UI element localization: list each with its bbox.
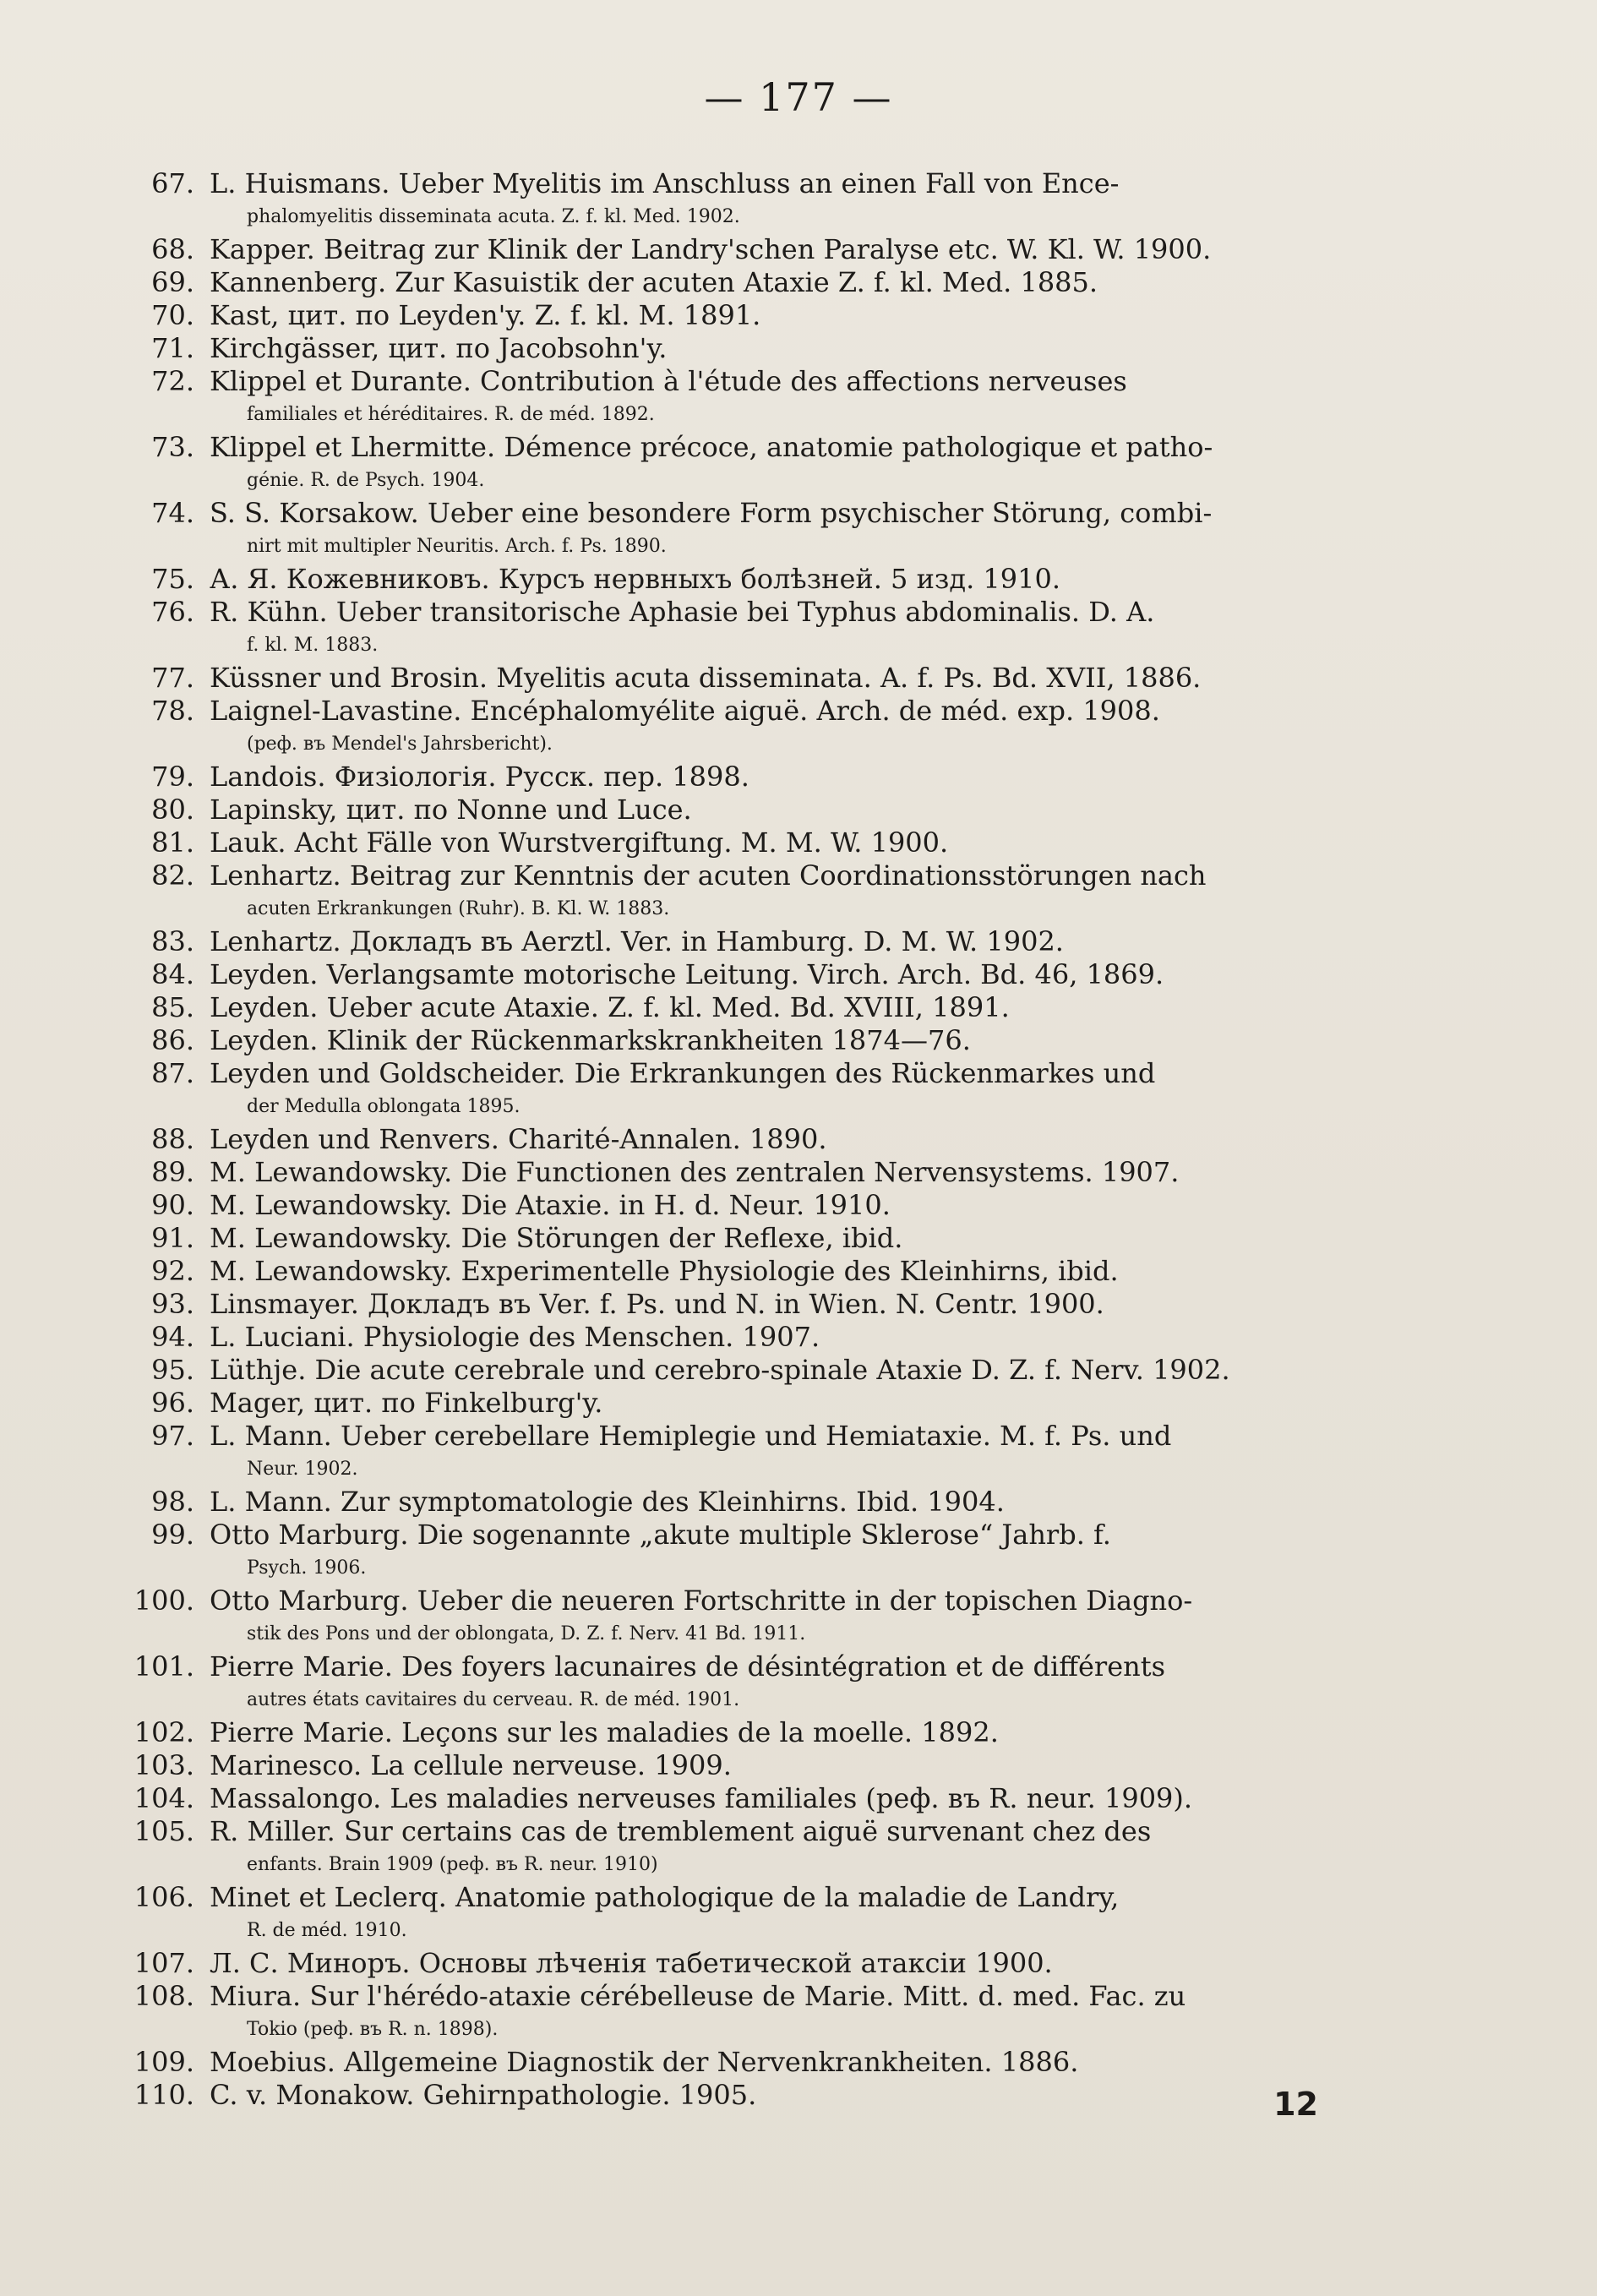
reference-line: Küssner und Brosin. Myelitis acuta disseminata. A. f. Ps. Bd. XVII, 1886.: [210, 662, 1202, 694]
reference-entry: [127, 497, 1394, 563]
reference-line: familiales et héréditaires. R. de méd. 1892.: [247, 404, 655, 425]
reference-line: M. Lewandowsky. Die Functionen des zentralen Nervensystems. 1907.: [210, 1156, 1180, 1188]
reference-number: 108.: [134, 1980, 194, 2012]
reference-entry: [127, 1189, 1394, 1222]
reference-entry: [127, 431, 1394, 497]
reference-line: M. Lewandowsky. Die Störungen der Reflexe, ibid.: [210, 1222, 903, 1254]
reference-number: 99.: [151, 1519, 194, 1551]
reference-entry: [127, 1782, 1394, 1815]
reference-line: А. Я. Кожевниковъ. Курсъ нервныхъ болѣзней. 5 изд. 1910.: [210, 563, 1061, 595]
reference-text: [210, 1881, 1394, 1947]
reference-text: [210, 1782, 1394, 1815]
reference-entry: [127, 1321, 1394, 1354]
reference-line: Klippel et Lhermitte. Démence précoce, anatomie pathologique et patho-: [210, 431, 1213, 463]
reference-number: 67.: [151, 167, 194, 199]
reference-line: R. de méd. 1910.: [247, 1920, 407, 1941]
reference-text: [210, 826, 1394, 859]
reference-line: Leyden. Ueber acute Ataxie. Z. f. kl. Med. Bd. XVIII, 1891.: [210, 991, 1010, 1023]
reference-text: [210, 1288, 1394, 1321]
reference-line: Tokio (реф. въ R. n. 1898).: [247, 2019, 499, 2040]
reference-number: 81.: [151, 826, 194, 859]
reference-text: [210, 1123, 1394, 1156]
sheet-signature-number: 12: [1273, 2086, 1318, 2123]
reference-entry: [127, 794, 1394, 826]
reference-entry: [127, 958, 1394, 991]
reference-line: Pierre Marie. Leçons sur les maladies de la moelle. 1892.: [210, 1716, 999, 1748]
reference-text: [210, 1486, 1394, 1519]
reference-text: [210, 1057, 1394, 1123]
reference-line: Klippel et Durante. Contribution à l'étude des affections nerveuses: [210, 365, 1127, 397]
reference-text: [210, 958, 1394, 991]
reference-number: 87.: [151, 1057, 194, 1089]
reference-entry: [127, 1156, 1394, 1189]
reference-number: 95.: [151, 1354, 194, 1386]
reference-number: 103.: [134, 1749, 194, 1781]
reference-number: 89.: [151, 1156, 194, 1188]
reference-line: Moebius. Allgemeine Diagnostik der Nervenkrankheiten. 1886.: [210, 2046, 1079, 2078]
reference-number: 83.: [151, 925, 194, 957]
reference-text: [210, 1321, 1394, 1354]
reference-line: nirt mit multipler Neuritis. Arch. f. Ps. 1890.: [247, 536, 667, 557]
reference-text: [210, 563, 1394, 596]
reference-entry: [127, 1650, 1394, 1716]
reference-text: [210, 1255, 1394, 1288]
reference-entry: [127, 1387, 1394, 1420]
reference-text: [210, 761, 1394, 794]
reference-entry: [127, 2046, 1394, 2079]
reference-text: [210, 1156, 1394, 1189]
reference-line: Landois. Физіологія. Русск. пер. 1898.: [210, 761, 749, 793]
reference-line: Neur. 1902.: [247, 1459, 358, 1480]
reference-number: 92.: [151, 1255, 194, 1287]
reference-number: 106.: [134, 1881, 194, 1913]
reference-line: Lenhartz. Beitrag zur Kenntnis der acuten Coordinationsstörungen nach: [210, 859, 1207, 892]
reference-entry: [127, 925, 1394, 958]
reference-line: Mager, цит. по Finkelburg'y.: [210, 1387, 603, 1419]
reference-number: 79.: [151, 761, 194, 793]
reference-entry: [127, 299, 1394, 332]
reference-entry: [127, 266, 1394, 299]
reference-text: [210, 859, 1394, 925]
reference-text: [210, 1024, 1394, 1057]
reference-text: [210, 1222, 1394, 1255]
reference-text: [210, 695, 1394, 761]
reference-number: 86.: [151, 1024, 194, 1056]
reference-number: 105.: [134, 1815, 194, 1847]
reference-text: [210, 2046, 1394, 2079]
reference-text: [210, 1650, 1394, 1716]
reference-entry: [127, 167, 1394, 233]
reference-number: 72.: [151, 365, 194, 397]
reference-number: 68.: [151, 233, 194, 265]
reference-text: [210, 332, 1394, 365]
reference-line: Otto Marburg. Die sogenannte „akute multiple Sklerose“ Jahrb. f.: [210, 1519, 1111, 1551]
reference-number: 71.: [151, 332, 194, 364]
reference-line: Minet et Leclerq. Anatomie pathologique de la maladie de Landry,: [210, 1881, 1120, 1913]
reference-entry: [127, 365, 1394, 431]
reference-text: [210, 596, 1394, 662]
reference-number: 73.: [151, 431, 194, 463]
reference-line: R. Miller. Sur certains cas de tremblement aiguë survenant chez des: [210, 1815, 1152, 1847]
reference-text: [210, 365, 1394, 431]
reference-line: Laignel-Lavastine. Encéphalomyélite aiguë. Arch. de méd. exp. 1908.: [210, 695, 1160, 727]
reference-text: [210, 794, 1394, 826]
reference-line: génie. R. de Psych. 1904.: [247, 470, 485, 491]
reference-entry: [127, 1947, 1394, 1980]
reference-entry: [127, 1255, 1394, 1288]
reference-text: [210, 1980, 1394, 2046]
reference-text: [210, 1519, 1394, 1584]
reference-line: Otto Marburg. Ueber die neueren Fortschritte in der topischen Diagno-: [210, 1584, 1193, 1617]
reference-number: 97.: [151, 1420, 194, 1452]
reference-list: [127, 167, 1394, 2112]
reference-line: M. Lewandowsky. Die Ataxie. in H. d. Neur. 1910.: [210, 1189, 891, 1221]
reference-number: 100.: [134, 1584, 194, 1617]
reference-number: 74.: [151, 497, 194, 529]
reference-number: 93.: [151, 1288, 194, 1320]
reference-text: [210, 1354, 1394, 1387]
reference-text: [210, 1815, 1394, 1881]
reference-line: Psych. 1906.: [247, 1557, 367, 1579]
reference-entry: [127, 1980, 1394, 2046]
reference-number: 78.: [151, 695, 194, 727]
reference-line: L. Huismans. Ueber Myelitis im Anschluss an einen Fall von Ence-: [210, 167, 1120, 199]
reference-number: 91.: [151, 1222, 194, 1254]
reference-number: 69.: [151, 266, 194, 298]
reference-line: Leyden. Klinik der Rückenmarkskrankheiten 1874—76.: [210, 1024, 971, 1056]
reference-number: 101.: [134, 1650, 194, 1682]
reference-text: [210, 266, 1394, 299]
reference-line: autres états cavitaires du cerveau. R. de méd. 1901.: [247, 1689, 740, 1710]
reference-text: [210, 1420, 1394, 1486]
reference-entry: [127, 1123, 1394, 1156]
reference-entry: [127, 1584, 1394, 1650]
reference-entry: [127, 1749, 1394, 1782]
reference-number: 110.: [134, 2079, 194, 2111]
reference-text: [210, 431, 1394, 497]
reference-number: 102.: [134, 1716, 194, 1748]
reference-text: [210, 991, 1394, 1024]
reference-text: [210, 1584, 1394, 1650]
reference-entry: [127, 596, 1394, 662]
reference-text: [210, 1749, 1394, 1782]
reference-line: Л. С. Миноръ. Основы лѣченія табетической атаксіи 1900.: [210, 1947, 1053, 1979]
reference-entry: [127, 332, 1394, 365]
reference-entry: [127, 233, 1394, 266]
reference-line: Kast, цит. по Leyden'y. Z. f. kl. M. 1891.: [210, 299, 761, 331]
reference-text: [210, 497, 1394, 563]
reference-entry: [127, 859, 1394, 925]
reference-entry: [127, 1519, 1394, 1584]
reference-line: stik des Pons und der oblongata, D. Z. f. Nerv. 41 Bd. 1911.: [247, 1623, 806, 1644]
reference-line: phalomyelitis disseminata acuta. Z. f. kl. Med. 1902.: [247, 206, 740, 227]
reference-number: 80.: [151, 794, 194, 826]
reference-entry: [127, 1420, 1394, 1486]
reference-line: L. Mann. Ueber cerebellare Hemiplegie und Hemiataxie. M. f. Ps. und: [210, 1420, 1172, 1452]
reference-number: 94.: [151, 1321, 194, 1353]
reference-line: Kirchgässer, цит. по Jacobsohn'y.: [210, 332, 668, 364]
reference-number: 96.: [151, 1387, 194, 1419]
reference-number: 104.: [134, 1782, 194, 1814]
reference-line: acuten Erkrankungen (Ruhr). B. Kl. W. 1883.: [247, 898, 670, 919]
reference-text: [210, 299, 1394, 332]
reference-number: 76.: [151, 596, 194, 628]
reference-entry: [127, 563, 1394, 596]
reference-line: L. Mann. Zur symptomatologie des Kleinhirns. Ibid. 1904.: [210, 1486, 1005, 1518]
reference-entry: [127, 695, 1394, 761]
reference-line: der Medulla oblongata 1895.: [247, 1096, 521, 1117]
reference-text: [210, 925, 1394, 958]
reference-entry: [127, 1354, 1394, 1387]
reference-number: 84.: [151, 958, 194, 990]
reference-entry: [127, 1716, 1394, 1749]
reference-number: 77.: [151, 662, 194, 694]
reference-text: [210, 2079, 1394, 2112]
reference-entry: [127, 2079, 1394, 2112]
reference-line: Leyden und Goldscheider. Die Erkrankungen des Rückenmarkes und: [210, 1057, 1156, 1089]
reference-entry: [127, 1815, 1394, 1881]
reference-entry: [127, 826, 1394, 859]
reference-number: 70.: [151, 299, 194, 331]
reference-entry: [127, 1024, 1394, 1057]
reference-text: [210, 167, 1394, 233]
reference-number: 90.: [151, 1189, 194, 1221]
reference-entry: [127, 761, 1394, 794]
reference-line: Linsmayer. Докладъ въ Ver. f. Ps. und N. in Wien. N. Centr. 1900.: [210, 1288, 1104, 1320]
reference-entry: [127, 1222, 1394, 1255]
reference-entry: [127, 1486, 1394, 1519]
reference-line: f. kl. M. 1883.: [247, 635, 379, 656]
page-number-header: — 177 —: [704, 74, 893, 120]
reference-line: Lauk. Acht Fälle von Wurstvergiftung. M. M. W. 1900.: [210, 826, 949, 859]
reference-number: 109.: [134, 2046, 194, 2078]
reference-number: 82.: [151, 859, 194, 892]
reference-line: Kapper. Beitrag zur Klinik der Landry'schen Paralyse etc. W. Kl. W. 1900.: [210, 233, 1212, 265]
reference-entry: [127, 1881, 1394, 1947]
reference-line: enfants. Brain 1909 (реф. въ R. neur. 1910): [247, 1854, 658, 1875]
reference-text: [210, 1716, 1394, 1749]
reference-line: Lüthje. Die acute cerebrale und cerebro-spinale Ataxie D. Z. f. Nerv. 1902.: [210, 1354, 1230, 1386]
reference-entry: [127, 1057, 1394, 1123]
reference-line: R. Kühn. Ueber transitorische Aphasie bei Typhus abdominalis. D. A.: [210, 596, 1155, 628]
reference-text: [210, 1947, 1394, 1980]
reference-number: 75.: [151, 563, 194, 595]
reference-line: Miura. Sur l'hérédo-ataxie cérébelleuse de Marie. Mitt. d. med. Fac. zu: [210, 1980, 1186, 2012]
reference-text: [210, 662, 1394, 695]
reference-text: [210, 1189, 1394, 1222]
reference-line: C. v. Monakow. Gehirnpathologie. 1905.: [210, 2079, 757, 2111]
reference-line: Lapinsky, цит. по Nonne und Luce.: [210, 794, 692, 826]
reference-line: Leyden. Verlangsamte motorische Leitung. Virch. Arch. Bd. 46, 1869.: [210, 958, 1164, 990]
reference-line: Lenhartz. Докладъ въ Aerztl. Ver. in Hamburg. D. M. W. 1902.: [210, 925, 1064, 957]
reference-line: Pierre Marie. Des foyers lacunaires de désintégration et de différents: [210, 1650, 1166, 1682]
reference-number: 98.: [151, 1486, 194, 1518]
reference-line: Kannenberg. Zur Kasuistik der acuten Ataxie Z. f. kl. Med. 1885.: [210, 266, 1098, 298]
reference-line: S. S. Korsakow. Ueber eine besondere Form psychischer Störung, combi-: [210, 497, 1213, 529]
reference-line: Massalongo. Les maladies nerveuses familiales (реф. въ R. neur. 1909).: [210, 1782, 1193, 1814]
reference-number: 85.: [151, 991, 194, 1023]
reference-entry: [127, 991, 1394, 1024]
reference-number: 88.: [151, 1123, 194, 1155]
reference-entry: [127, 662, 1394, 695]
reference-line: M. Lewandowsky. Experimentelle Physiologie des Kleinhirns, ibid.: [210, 1255, 1119, 1287]
reference-entry: [127, 1288, 1394, 1321]
reference-text: [210, 233, 1394, 266]
reference-line: (реф. въ Mendel's Jahrsbericht).: [247, 734, 553, 755]
reference-line: Marinesco. La cellule nerveuse. 1909.: [210, 1749, 732, 1781]
reference-text: [210, 1387, 1394, 1420]
reference-line: Leyden und Renvers. Charité-Annalen. 1890.: [210, 1123, 827, 1155]
reference-number: 107.: [134, 1947, 194, 1979]
reference-line: L. Luciani. Physiologie des Menschen. 1907.: [210, 1321, 820, 1353]
